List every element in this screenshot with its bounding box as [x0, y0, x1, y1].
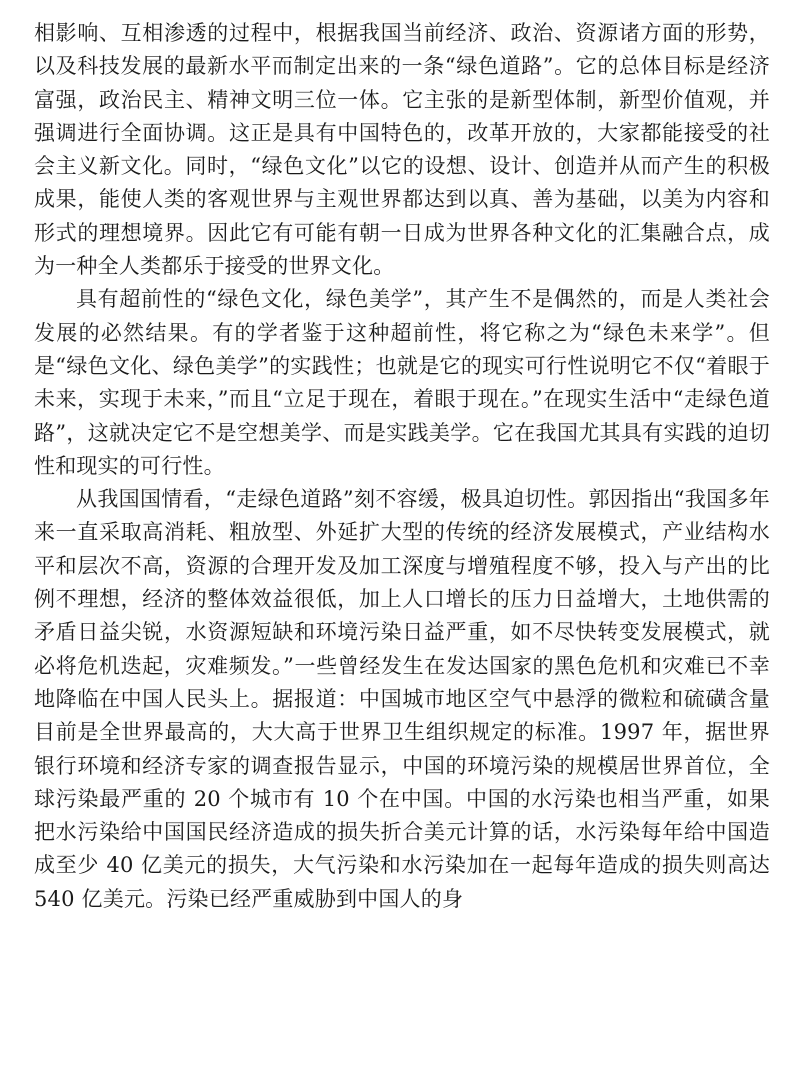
- document-page: [34, 17, 770, 916]
- paragraph-green-aesthetics: 具有超前性的“绿色文化，绿色美学”，其产生不是偶然的，而是人类社会发展的必然结果。有的学者鉴于这种超前性，将它称之为“绿色未来学”。但是“绿色文化、绿色美学”的实践性；也就是它的现实可行性说明它不仅“着眼于未来，实现于未来，”而且“立足于现在，着眼于现在。”在现实生活中“走绿色道路”，这就决定它不是空想美学、而是实践美学。它在我国尤其具有实践的迫切性和现实的可行性。: [34, 287, 770, 478]
- paragraph-national-conditions: 从我国国情看，“走绿色道路”刻不容缓，极具迫切性。郭因指出“我国多年来一直采取高消耗、粗放型、外延扩大型的传统的经济发展模式，产业结构水平和层次不高，资源的合理开发及加工深度与增殖程度不够，投入与产出的比例不理想，经济的整体效益很低，加上人口增长的压力日益增大，土地供需的矛盾日益尖锐，水资源短缺和环境污染日益严重，如不尽快转变发展模式，就必将危机迭起，灾难频发。”一些曾经发生在发达国家的黑色危机和灾难已不幸地降临在中国人民头上。据报道：中国城市地区空气中悬浮的微粒和硫磺含量目前是全世界最高的，大大高于世界卫生组织规定的标准。1997 年，据世界银行环境和经济专家的调查报告显示，中国的环境污染的规模居世界首位，全球污染最严重的 20 个城市有 10 个在中国。中国的水污染也相当严重，如果把水污染给中国国民经济造成的损失折合美元计算的话，水污染每年给中国造成至少 40 亿美元的损失，大气污染和水污染加在一起每年造成的损失则高达 540 亿美元。污染已经严重威胁到中国人的身: [34, 487, 770, 911]
- paragraph-continuation: 相影响、互相渗透的过程中，根据我国当前经济、政治、资源诸方面的形势，以及科技发展的最新水平而制定出来的一条“绿色道路”。它的总体目标是经济富强，政治民主、精神文明三位一体。它主张的是新型体制，新型价值观，并强调进行全面协调。这正是具有中国特色的，改革开放的，大家都能接受的社会主义新文化。同时，“绿色文化”以它的设想、设计、创造并从而产生的积极成果，能使人类的客观世界与主观世界都达到以真、善为基础，以美为内容和形式的理想境界。因此它有可能有朝一日成为世界各种文化的汇集融合点，成为一种全人类都乐于接受的世界文化。: [34, 21, 770, 279]
